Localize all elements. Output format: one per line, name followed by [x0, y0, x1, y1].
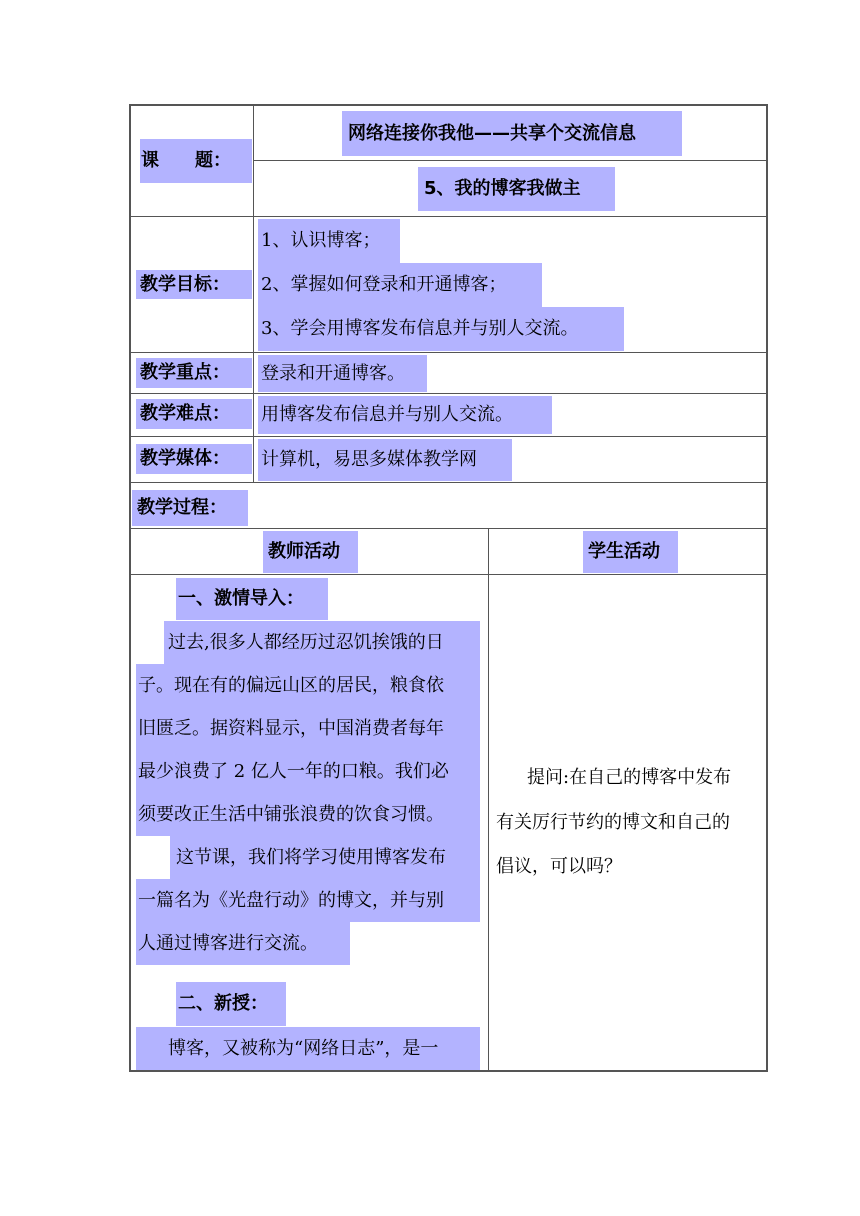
- row-divider: [130, 528, 767, 529]
- col-divider: [253, 105, 254, 482]
- key-point-label: 教学重点：: [136, 358, 252, 388]
- row-divider: [253, 160, 767, 161]
- section-heading-1: 一、激情导入：: [176, 578, 328, 620]
- topic-label: 课 题：: [140, 139, 252, 183]
- objective-item-1: 1、认识博客；: [258, 219, 400, 263]
- paragraph-line: 一篇名为《光盘行动》的博文，并与别: [136, 879, 480, 922]
- paragraph-line: 最少浪费了 2 亿人一年的口粮。我们必: [136, 750, 480, 793]
- process-label: 教学过程：: [132, 490, 248, 526]
- paragraph-line: 须要改正生活中铺张浪费的饮食习惯。: [136, 793, 480, 836]
- topic-title: 网络连接你我他——共享个交流信息: [342, 111, 682, 156]
- media-value: 计算机，易思多媒体教学网: [258, 439, 512, 481]
- objective-item-2: 2、掌握如何登录和开通博客；: [258, 263, 542, 307]
- difficulty-label: 教学难点：: [136, 399, 252, 429]
- paragraph-line: 过去,很多人都经历过忍饥挨饿的日: [164, 621, 480, 664]
- row-divider: [130, 436, 767, 437]
- teacher-activity-header: 教师活动: [263, 531, 358, 573]
- student-activity-header: 学生活动: [583, 531, 678, 573]
- media-label: 教学媒体：: [136, 444, 252, 474]
- student-question-line: 倡议，可以吗？: [496, 856, 622, 877]
- row-divider: [130, 352, 767, 353]
- paragraph-line: 人通过博客进行交流。: [136, 922, 350, 965]
- col-divider: [488, 528, 489, 1070]
- lesson-title: 5、我的博客我做主: [418, 167, 615, 211]
- row-divider: [130, 482, 767, 483]
- row-divider: [130, 574, 767, 575]
- student-question-line: 有关厉行节约的博文和自己的: [496, 812, 730, 833]
- key-point-value: 登录和开通博客。: [258, 355, 427, 392]
- section-heading-2: 二、新授：: [176, 982, 286, 1026]
- paragraph-line: 博客，又被称为“网络日志”，是一: [136, 1027, 480, 1070]
- difficulty-value: 用博客发布信息并与别人交流。: [258, 396, 552, 434]
- paragraph-line: 子。现在有的偏远山区的居民，粮食依: [136, 664, 480, 707]
- objective-item-3: 3、学会用博客发布信息并与别人交流。: [258, 307, 624, 351]
- student-question-line: 提问:在自己的博客中发布: [527, 767, 732, 788]
- row-divider: [130, 393, 767, 394]
- row-divider: [130, 216, 767, 217]
- objectives-label: 教学目标：: [136, 270, 252, 299]
- paragraph-line: 旧匮乏。据资料显示，中国消费者每年: [136, 707, 480, 750]
- paragraph-line: 这节课，我们将学习使用博客发布: [170, 836, 480, 879]
